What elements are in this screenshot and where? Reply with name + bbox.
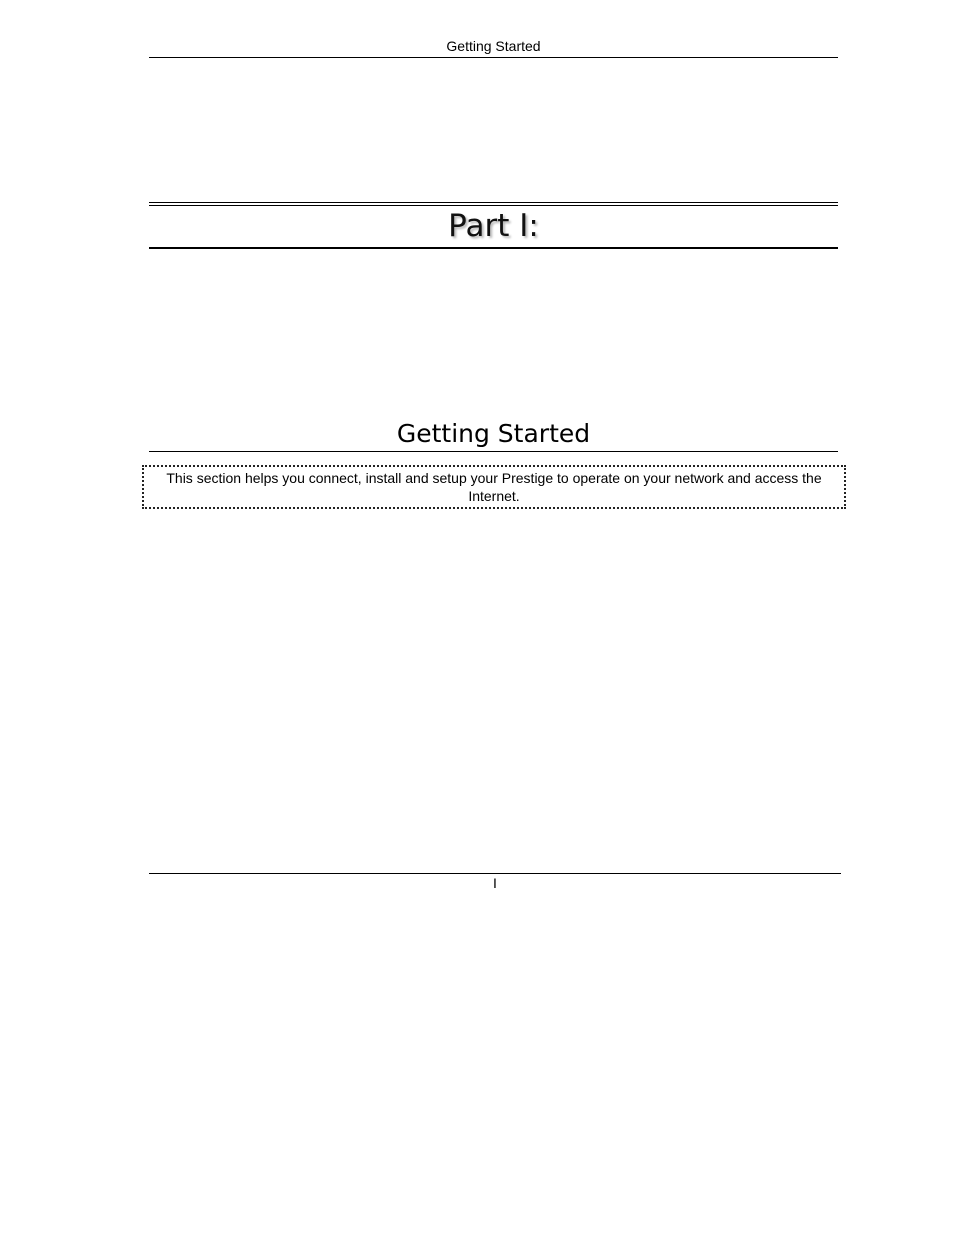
header-rule — [149, 57, 838, 58]
page-number: I — [493, 875, 497, 891]
running-header: Getting Started — [446, 38, 541, 54]
part-title: Part I: — [448, 208, 539, 244]
footer-rule — [149, 873, 841, 874]
intro-text: This section helps you connect, install and setup your Prestige to operate on your network and access the Internet. — [166, 470, 822, 504]
section-title: Getting Started — [396, 419, 591, 448]
intro-text-box — [142, 465, 846, 509]
part-bottom-rule — [149, 247, 838, 249]
section-rule — [149, 451, 838, 452]
